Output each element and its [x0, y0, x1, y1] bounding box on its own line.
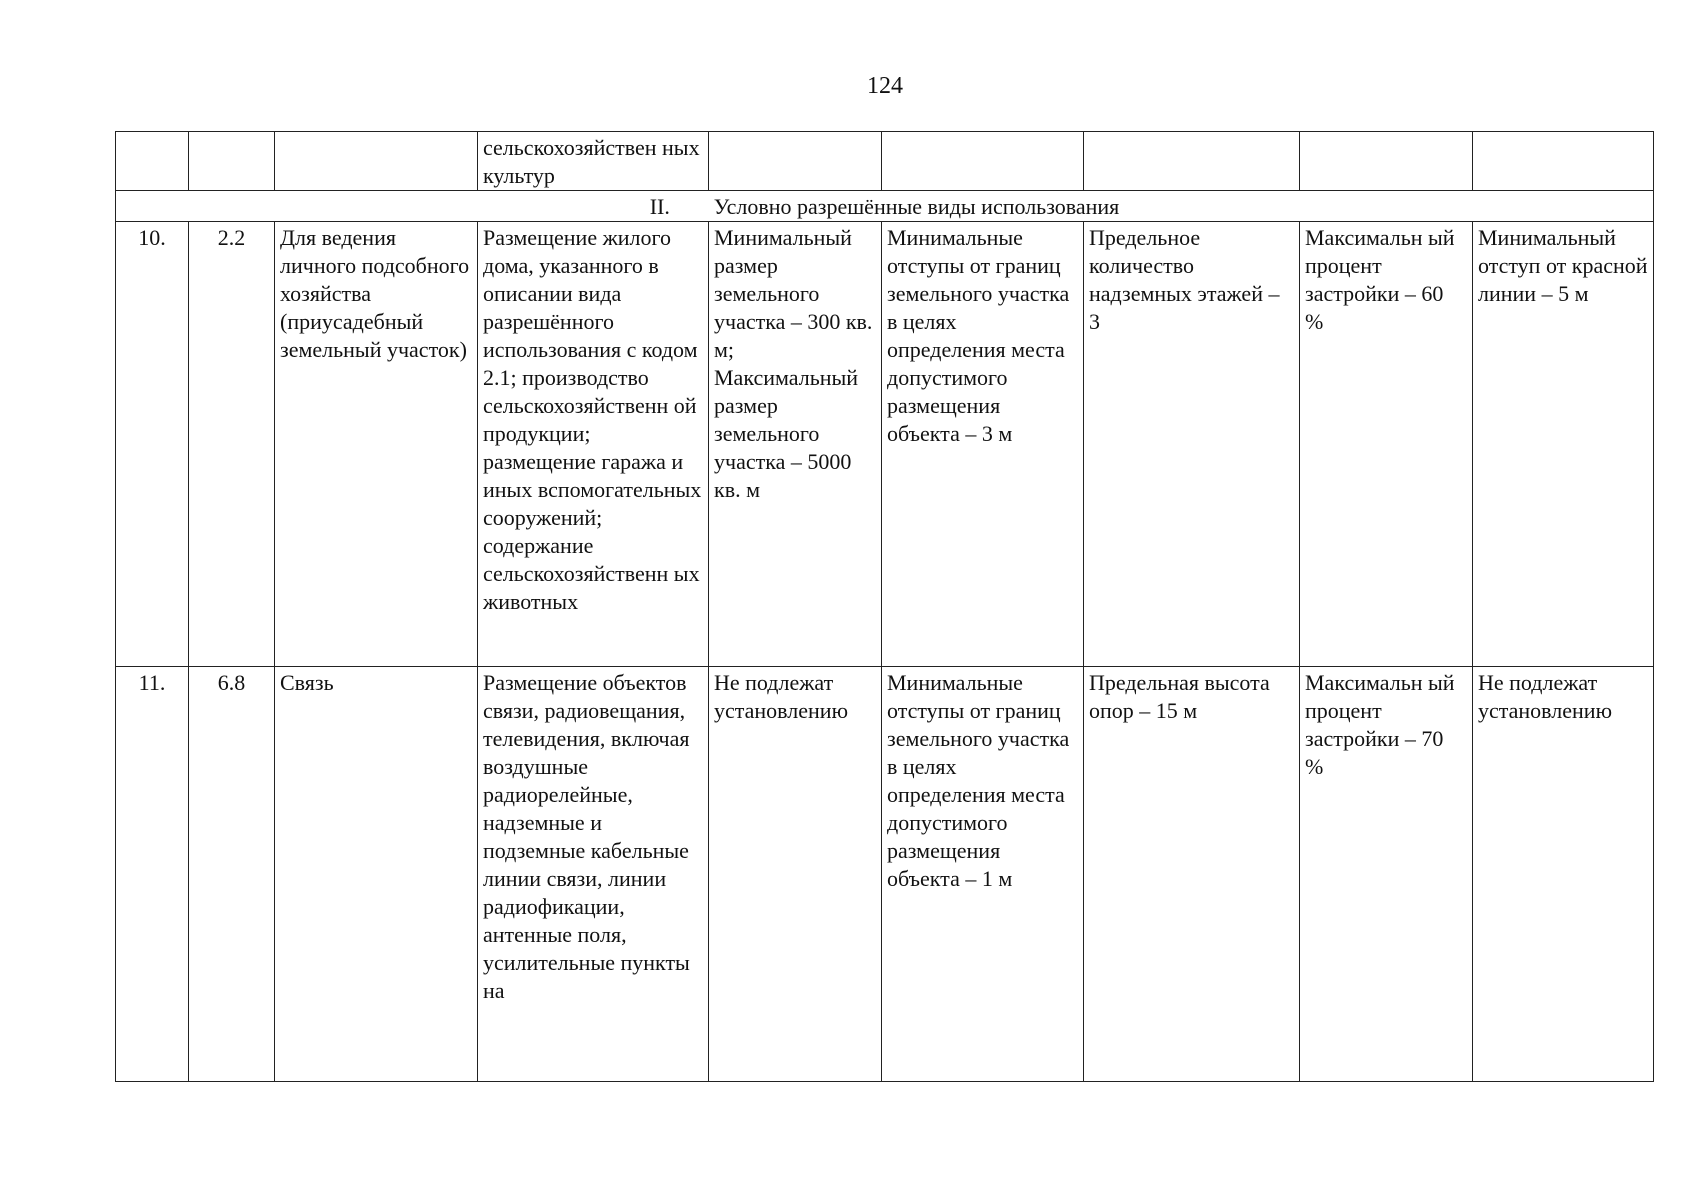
cell-red-line: Не подлежат установлению [1473, 667, 1654, 1082]
cell-red-line: Минимальный отступ от красной линии – 5 м [1473, 222, 1654, 667]
cell-code: 6.8 [189, 667, 275, 1082]
cell-code: 2.2 [189, 222, 275, 667]
cell-plot-size: Не подлежат установлению [709, 667, 882, 1082]
cell-description: сельскохозяйствен ных культур [478, 132, 709, 191]
cell-name [275, 132, 478, 191]
cell-num [116, 132, 189, 191]
cell-plot-size: Минимальный размер земельного участка – 300 кв. м; Максимальный размер земельного участка – 5000 кв. м [709, 222, 882, 667]
cell-height-limit: Предельное количество надземных этажей – 3 [1084, 222, 1300, 667]
cell-setbacks: Минимальные отступы от границ земельного участка в целях определения места допустимого размещения объекта – 3 м [882, 222, 1084, 667]
section-header-row [116, 191, 1654, 222]
cell-name: Для ведения личного подсобного хозяйства (приусадебный земельный участок) [275, 222, 478, 667]
cell-setbacks: Минимальные отступы от границ земельного участка в целях определения места допустимого размещения объекта – 1 м [882, 667, 1084, 1082]
zoning-regulations-table [115, 131, 1654, 1082]
cell-plot-size [709, 132, 882, 191]
cell-setbacks [882, 132, 1084, 191]
cell-num: 11. [116, 667, 189, 1082]
cell-red-line [1473, 132, 1654, 191]
cell-height-limit: Предельная высота опор – 15 м [1084, 667, 1300, 1082]
cell-coverage [1300, 132, 1473, 191]
cell-height-limit [1084, 132, 1300, 191]
table-row [116, 667, 1654, 1082]
cell-description: Размещение жилого дома, указанного в описании вида разрешённого использования с кодом 2.1; производство сельскохозяйственн ой продукции; размещение гаража и иных вспомогательных сооружений; содержание сельскохозяйственн ых животных [478, 222, 709, 667]
section-title: Условно разрешённые виды использования [713, 194, 1120, 219]
cell-num: 10. [116, 222, 189, 667]
cell-code [189, 132, 275, 191]
section-numeral: II. [649, 194, 670, 219]
page-number: 124 [867, 73, 903, 99]
cell-coverage: Максимальн ый процент застройки – 70 % [1300, 667, 1473, 1082]
table-row [116, 222, 1654, 667]
cell-coverage: Максимальн ый процент застройки – 60 % [1300, 222, 1473, 667]
table-row-continuation [116, 132, 1654, 191]
section-header [116, 191, 1654, 222]
cell-description: Размещение объектов связи, радиовещания, телевидения, включая воздушные радиорелейные, надземные и подземные кабельные линии связи, линии радиофикации, антенные поля, усилительные пункты на [478, 667, 709, 1082]
cell-name: Связь [275, 667, 478, 1082]
